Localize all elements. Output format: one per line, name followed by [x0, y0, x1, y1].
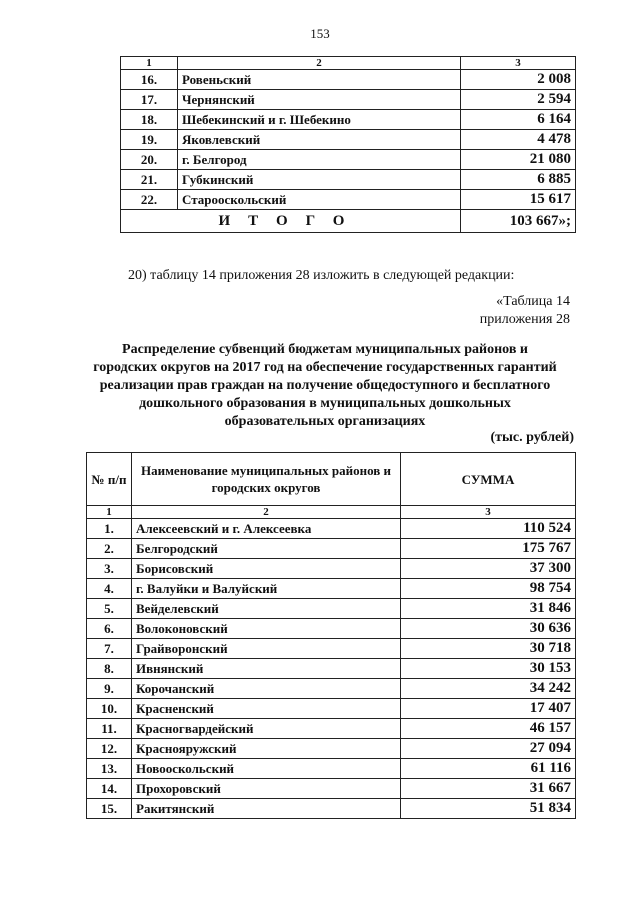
table-row — [87, 679, 576, 699]
table-reference-line1: «Таблица 14 — [496, 294, 570, 309]
table-row — [121, 70, 576, 90]
total-row — [121, 210, 576, 233]
col-header-name: Наименование муниципальных районов и городских округов — [132, 453, 401, 506]
cell-sum: 31 846 — [401, 599, 576, 619]
cell-name: Краснояружский — [132, 739, 401, 759]
cell-name: Борисовский — [132, 559, 401, 579]
cell-sum: 110 524 — [401, 519, 576, 539]
cell-name: Прохоровский — [132, 779, 401, 799]
table-row — [87, 719, 576, 739]
cell-num: 15. — [87, 799, 132, 819]
table-row — [87, 799, 576, 819]
table-row — [121, 130, 576, 150]
cell-name: Грайворонский — [132, 639, 401, 659]
column-index-row — [87, 506, 576, 519]
cell-name: Шебекинский и г. Шебекино — [178, 110, 461, 130]
cell-name: Красненский — [132, 699, 401, 719]
table-title: Распределение субвенций бюджетам муниципальных районов и городских округов на 2017 год на обеспечение государственных гарантий реализации прав граждан на получение общедоступного и бесплатного дошкольного образования в муниципальных дошкольных образовательных организациях — [93, 342, 557, 429]
cell-name: Ивнянский — [132, 659, 401, 679]
subvention-table — [86, 452, 576, 819]
cell-name: Чернянский — [178, 90, 461, 110]
cell-name: Старооскольский — [178, 190, 461, 210]
cell-sum: 4 478 — [461, 130, 576, 150]
cell-num: 13. — [87, 759, 132, 779]
table-row — [121, 150, 576, 170]
header-row — [121, 57, 576, 70]
cell-sum: 34 242 — [401, 679, 576, 699]
cell-num: 18. — [121, 110, 178, 130]
header-cell: 3 — [461, 57, 576, 70]
cell-sum: 21 080 — [461, 150, 576, 170]
cell-num: 1. — [87, 519, 132, 539]
cell-sum: 30 718 — [401, 639, 576, 659]
cell-num: 22. — [121, 190, 178, 210]
cell-sum: 6 164 — [461, 110, 576, 130]
table-row — [87, 639, 576, 659]
cell-num: 12. — [87, 739, 132, 759]
cell-num: 4. — [87, 579, 132, 599]
cell-num: 7. — [87, 639, 132, 659]
cell-sum: 2 594 — [461, 90, 576, 110]
table-reference-line2: приложения 28 — [479, 312, 570, 327]
cell-name: Белгородский — [132, 539, 401, 559]
cell-sum: 46 157 — [401, 719, 576, 739]
cell-sum: 175 767 — [401, 539, 576, 559]
col-header-sum: СУММА — [401, 453, 576, 506]
cell-name: Вейделевский — [132, 599, 401, 619]
table-row — [87, 759, 576, 779]
cell-sum: 37 300 — [401, 559, 576, 579]
table-row — [121, 90, 576, 110]
cell-name: Корочанский — [132, 679, 401, 699]
table-row — [87, 699, 576, 719]
header-cell: 2 — [178, 57, 461, 70]
cell-name: Яковлевский — [178, 130, 461, 150]
cell-sum: 27 094 — [401, 739, 576, 759]
table-row — [121, 110, 576, 130]
cell-name: Губкинский — [178, 170, 461, 190]
cell-name: Новооскольский — [132, 759, 401, 779]
cell-num: 11. — [87, 719, 132, 739]
units-label: (тыс. рублей) — [490, 430, 574, 445]
column-header-row — [87, 453, 576, 506]
header-cell: 1 — [121, 57, 178, 70]
cell-sum: 61 116 — [401, 759, 576, 779]
cell-num: 21. — [121, 170, 178, 190]
total-label: ИТОГО — [121, 210, 461, 233]
page-number: 153 — [310, 26, 330, 41]
table-row — [87, 739, 576, 759]
cell-num: 19. — [121, 130, 178, 150]
cell-sum: 31 667 — [401, 779, 576, 799]
cell-num: 10. — [87, 699, 132, 719]
continuation-table — [120, 56, 576, 233]
table-row — [121, 190, 576, 210]
table-row — [87, 659, 576, 679]
cell-sum: 98 754 — [401, 579, 576, 599]
cell-sum: 2 008 — [461, 70, 576, 90]
col-index: 1 — [87, 506, 132, 519]
total-sum: 103 667»; — [461, 210, 576, 233]
cell-num: 14. — [87, 779, 132, 799]
cell-name: Красногвардейский — [132, 719, 401, 739]
cell-name: Волоконовский — [132, 619, 401, 639]
table-row — [121, 170, 576, 190]
cell-sum: 51 834 — [401, 799, 576, 819]
cell-num: 6. — [87, 619, 132, 639]
cell-sum: 6 885 — [461, 170, 576, 190]
cell-name: Ровеньский — [178, 70, 461, 90]
cell-name: Ракитянский — [132, 799, 401, 819]
table-row — [87, 779, 576, 799]
col-index: 3 — [401, 506, 576, 519]
cell-sum: 30 153 — [401, 659, 576, 679]
cell-name: г. Белгород — [178, 150, 461, 170]
cell-num: 20. — [121, 150, 178, 170]
cell-sum: 15 617 — [461, 190, 576, 210]
table-row — [87, 579, 576, 599]
cell-num: 9. — [87, 679, 132, 699]
cell-num: 5. — [87, 599, 132, 619]
cell-sum: 30 636 — [401, 619, 576, 639]
table-row — [87, 519, 576, 539]
cell-num: 16. — [121, 70, 178, 90]
cell-name: Алексеевский и г. Алексеевка — [132, 519, 401, 539]
cell-num: 2. — [87, 539, 132, 559]
col-header-num: № п/п — [87, 453, 132, 506]
instruction-text: 20) таблицу 14 приложения 28 изложить в следующей редакции: — [128, 268, 515, 283]
table-row — [87, 619, 576, 639]
cell-num: 3. — [87, 559, 132, 579]
table-row — [87, 599, 576, 619]
cell-num: 8. — [87, 659, 132, 679]
cell-sum: 17 407 — [401, 699, 576, 719]
table-row — [87, 539, 576, 559]
cell-name: г. Валуйки и Валуйский — [132, 579, 401, 599]
col-index: 2 — [132, 506, 401, 519]
table-row — [87, 559, 576, 579]
cell-num: 17. — [121, 90, 178, 110]
